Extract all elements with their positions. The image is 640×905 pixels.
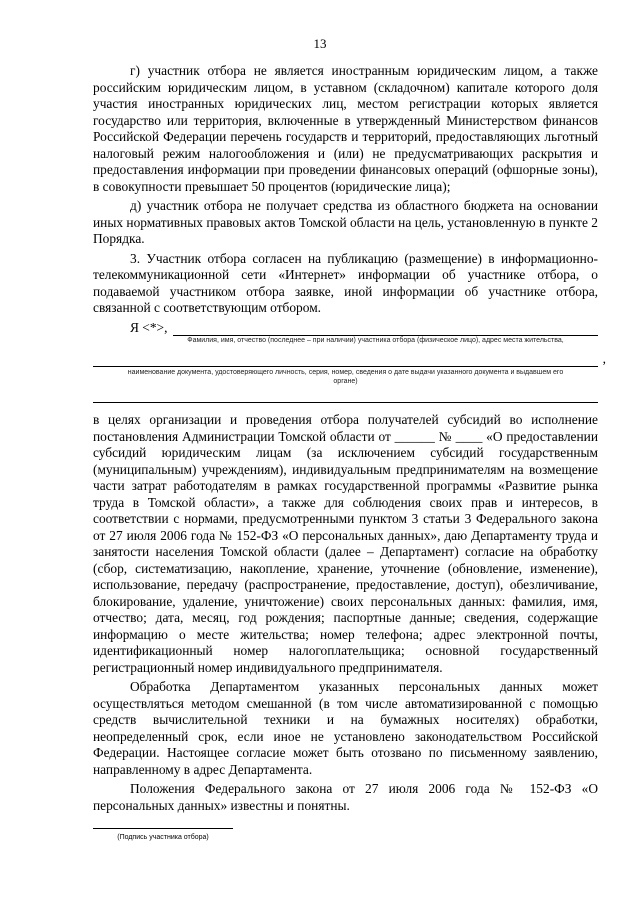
paragraph-g: г) участник отбора не является иностранным юридическим лицом, а также российским юридическим лицом, в уставном (складочном) капитале которого доля участия иностранных юридических лиц, местом регистрации которых является государство или территория, включенные в утвержденный Министерством финансов Российской Федерации перечень государств и территорий, предоставляющих льготный налоговый режим налогообложения и (или) не предусматривающих раскрытия и предоставления информации при проведении финансовых операций (офшорные зоны), в совокупности превышает 50 процентов (юридические лица); xyxy=(93,63,598,194)
extra-line[interactable] xyxy=(93,402,598,403)
document-caption: наименование документа, удостоверяющего личность, серия, номер, сведения о дате выдачи указанного документа и выдавшем его органе) xyxy=(127,368,564,385)
paragraph-consent: в целях организации и проведения отбора получателей субсидий во исполнение постановления Администрации Томской области от ______ № ____ «О предоставлении субсидий юридическим лицам (за исключением субсидий государственным (муниципальным) учреждениям), индивидуальным предпринимателям на возмещение части затрат работодателям в рамках государственной программы «Развитие рынка труда в Томской области», а также для соблюдения своих прав и интересов, в соответствии с нормами, предусмотренными пунктом 3 статьи 3 Федерального закона от 27 июля 2006 года № 152-ФЗ «О персональных данных», даю Департаменту труда и занятости населения Томской области (далее – Департамент) согласие на обработку (сбор, систематизацию, накопление, хранение, уточнение (обновление, изменение), использование, передачу (распространение, предоставление, доступ), обезличивание, блокирование, удаление, уничтожение) своих персональных данных: фамилия, имя, отчество; дата, месяц, год рождения; паспортные данные; сведения, содержащие информацию о месте жительства; номер телефона; адрес электронной почты, идентификационный номер налогоплательщика; основной государственный регистрационный номер индивидуального предпринимателя. xyxy=(93,412,598,675)
comma: , xyxy=(602,351,606,366)
document-body xyxy=(93,63,606,814)
document-line[interactable] xyxy=(93,366,598,367)
signature-caption: (Подпись участника отбора) xyxy=(117,834,209,841)
paragraph-3: 3. Участник отбора согласен на публикацию (размещение) в информационно-телекоммуникационной сети «Интернет» информации об участнике отбора, о подаваемой участником отбора заявке, иной информации об участнике отбора, связанной с соответствующим отбором. xyxy=(93,250,598,315)
page-number: 13 xyxy=(313,36,327,51)
name-caption: Фамилия, имя, отчество (последнее – при наличии) участника отбора (физическое лицо), адрес места жительства, xyxy=(187,337,564,344)
signature-line[interactable] xyxy=(93,828,233,829)
paragraph-d: д) участник отбора не получает средства из областного бюджета на основании иных нормативных правовых актов Томской области на цель, установленную в пункте 2 Порядка. xyxy=(93,198,598,246)
paragraph-law: Положения Федерального закона от 27 июля 2006 года № 152-ФЗ «О персональных данных» известны и понятны. xyxy=(93,781,598,813)
document-field-row xyxy=(93,351,606,368)
paragraph-processing: Обработка Департаментом указанных персональных данных может осуществляться методом смешанной (в том числе автоматизированной с помощью средств вычислительной техники и на бумажных носителях) обработки, неопределенный срок, если иное не установлено законодательством Российской Федерации. Настоящее согласие может быть отозвано по письменному заявлению, направленному в адрес Департамента. xyxy=(93,679,598,777)
name-field-row xyxy=(93,320,598,337)
ya-label: Я <*>, xyxy=(130,319,168,335)
extra-line-row xyxy=(93,390,598,407)
name-line[interactable] xyxy=(173,335,598,336)
